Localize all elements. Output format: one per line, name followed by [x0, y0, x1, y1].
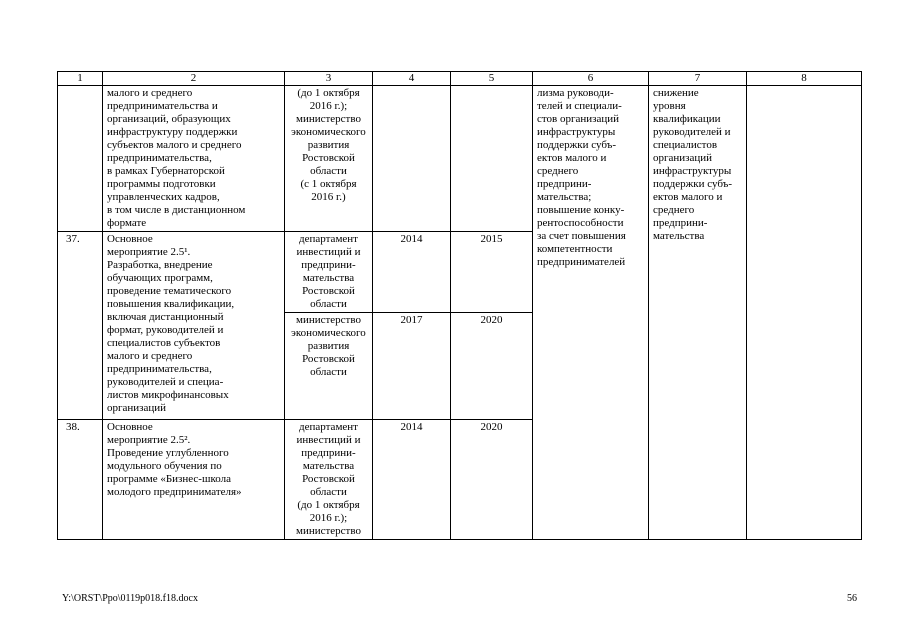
col-header: 5 [451, 72, 533, 86]
end-year-cell [451, 86, 533, 232]
number-cell [58, 86, 103, 232]
start-year-cell [373, 86, 451, 232]
executor-cell: департамент инвестиций и предприни- мательства Ростовской области [285, 232, 373, 313]
col-header: 2 [103, 72, 285, 86]
activity-cell: Основное мероприятие 2.5². Проведение углубленного модульного обучения по программе «Бизнес-школа молодого предпринимателя» [103, 420, 285, 540]
executor-cell: министерство экономического развития Ростовской области [285, 313, 373, 420]
table-row-continued [58, 86, 862, 232]
consequence-cell: снижение уровня квалификации руководителей и специалистов организаций инфраструктуры поддержки субъ- ектов малого и среднего предприни- мательства [649, 86, 747, 540]
col-header: 6 [533, 72, 649, 86]
result-cell: лизма руководи- телей и специали- стов организаций инфраструктуры поддержки субъ- ектов малого и среднего предприни- мательства; повышение конку- рентоспособности за счет повышения компетентности предпринимателей [533, 86, 649, 540]
end-year-cell: 2015 [451, 232, 533, 313]
col-header: 1 [58, 72, 103, 86]
col-header: 3 [285, 72, 373, 86]
file-path: Y:\ORST\Ppo\0119p018.f18.docx [62, 593, 198, 604]
col-header: 8 [747, 72, 862, 86]
page-number: 56 [847, 593, 857, 604]
col-header: 4 [373, 72, 451, 86]
col-header: 7 [649, 72, 747, 86]
activity-cell: малого и среднего предпринимательства и организаций, образующих инфраструктуру поддержки субъектов малого и среднего предпринимательства, в рамках Губернаторской программы подготовки управленческих кадров, в том числе в дистанционном формате [103, 86, 285, 232]
start-year-cell: 2014 [373, 420, 451, 540]
row-number: 38. [58, 420, 103, 540]
start-year-cell: 2017 [373, 313, 451, 420]
end-year-cell: 2020 [451, 313, 533, 420]
executor-cell: (до 1 октября 2016 г.); министерство экономического развития Ростовской области (с 1 октября 2016 г.) [285, 86, 373, 232]
activity-cell: Основное мероприятие 2.5¹. Разработка, внедрение обучающих программ, проведение тематического повышения квалификации, включая дистанционный формат, руководителей и специалистов субъектов малого и среднего предпринимательства, руководителей и специа- листов микрофинансовых организаций [103, 232, 285, 420]
start-year-cell: 2014 [373, 232, 451, 313]
executor-cell: департамент инвестиций и предприни- мательства Ростовской области (до 1 октября 2016 г.); министерство [285, 420, 373, 540]
program-table [57, 71, 862, 540]
relation-cell [747, 86, 862, 540]
row-number: 37. [58, 232, 103, 420]
end-year-cell: 2020 [451, 420, 533, 540]
header-row [58, 72, 862, 86]
